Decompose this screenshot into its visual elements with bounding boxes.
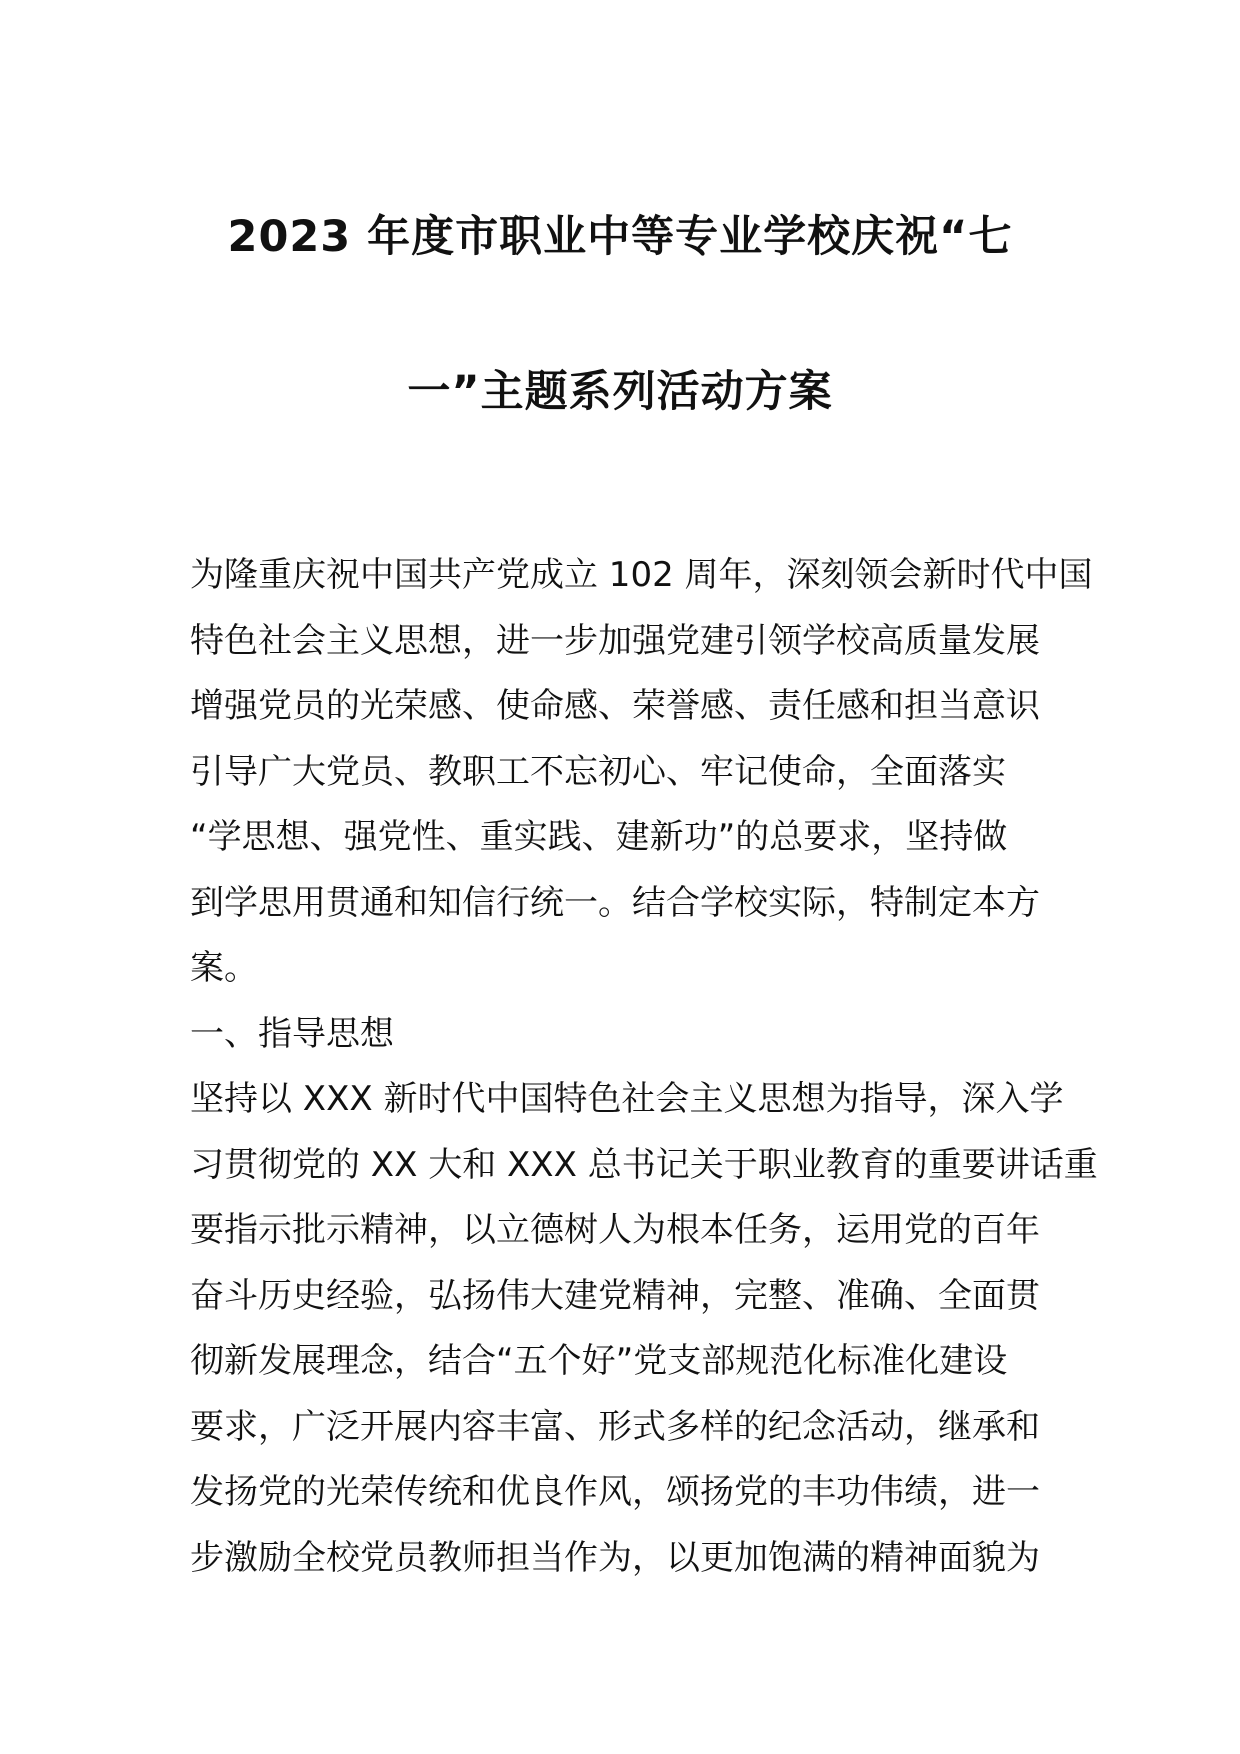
guiding-line-3: 要指示批示精神，以立德树人为根本任务，运用党的百年 (190, 1210, 1040, 1250)
intro-line-3: 增强党员的光荣感、使命感、荣誉感、责任感和担当意识 (190, 686, 1040, 726)
document-body (190, 543, 1098, 1591)
guiding-line-6: 要求，广泛开展内容丰富、形式多样的纪念活动，继承和 (190, 1406, 1040, 1447)
guiding-line-8: 步激励全校党员教师担当作为，以更加饱满的精神面貌为 (190, 1537, 1040, 1578)
document-title-line-1: 2023 年度市职业中等专业学校庆祝“七 (227, 212, 1013, 262)
intro-line-7: 案。 (190, 948, 258, 988)
guiding-line-2: 习贯彻党的 XX 大和 XXX 总书记关于职业教育的重要讲话重 (190, 1144, 1098, 1185)
intro-line-1: 为隆重庆祝中国共产党成立 102 周年，深刻领会新时代中国 (190, 555, 1093, 595)
document-title-line-2: 一”主题系列活动方案 (407, 367, 833, 417)
section-heading-guiding-ideology: 一、指导思想 (190, 1013, 394, 1054)
guiding-line-4: 奋斗历史经验，弘扬伟大建党精神，完整、准确、全面贯 (190, 1275, 1040, 1316)
intro-line-4: 引导广大党员、教职工不忘初心、牢记使命，全面落实 (190, 751, 1006, 792)
guiding-line-1: 坚持以 XXX 新时代中国特色社会主义思想为指导，深入学 (190, 1079, 1064, 1119)
intro-line-2: 特色社会主义思想，进一步加强党建引领学校高质量发展 (190, 620, 1040, 661)
intro-line-5: “学思想、强党性、重实践、建新功”的总要求，坚持做 (190, 817, 1008, 857)
intro-line-6: 到学思用贯通和知信行统一。结合学校实际，特制定本方 (190, 882, 1040, 923)
guiding-line-5: 彻新发展理念，结合“五个好”党支部规范化标准化建设 (190, 1341, 1008, 1381)
guiding-line-7: 发扬党的光荣传统和优良作风，颂扬党的丰功伟绩，进一 (190, 1472, 1040, 1512)
